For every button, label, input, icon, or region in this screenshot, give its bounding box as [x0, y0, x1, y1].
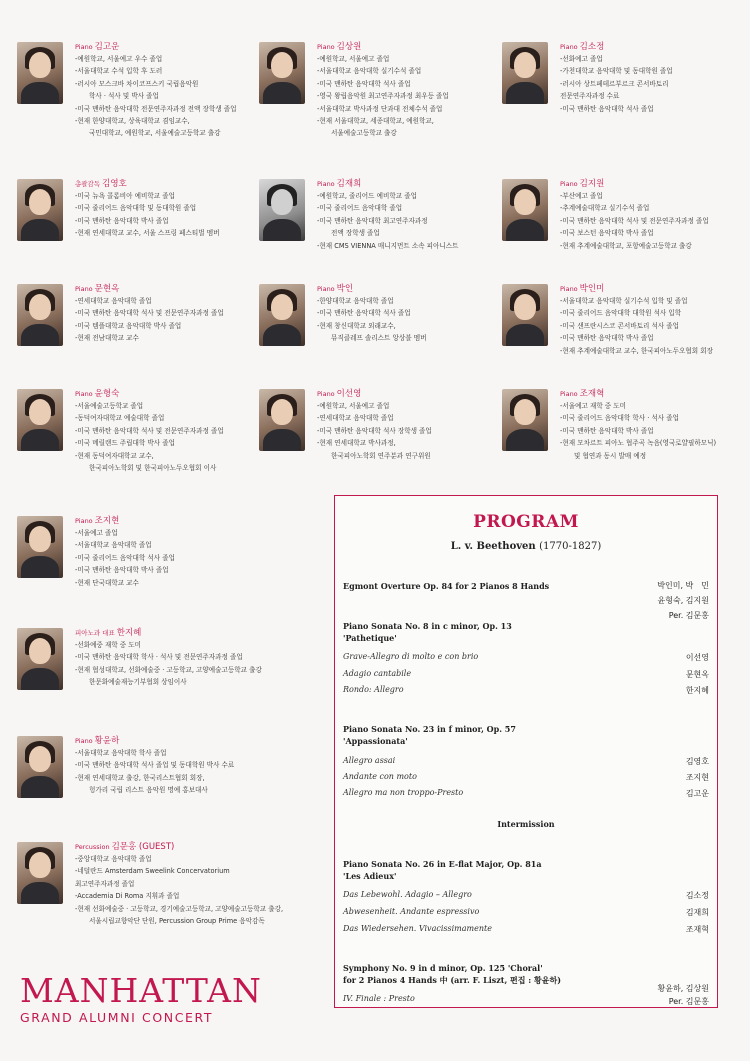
profile-line: -현재 추계예술대학교, 포항예술고등학교 출강	[560, 241, 692, 250]
profile-line: -미국 줄리어드 음악대학 대학원 석사 입학	[560, 309, 682, 318]
profile-line: 뮤직클레프 솔리스트 앙상블 멤버	[331, 334, 427, 343]
profile-line: 헝가리 국립 리스트 음악원 명예 홍보대사	[89, 786, 208, 795]
profile-line: -연세대학교 음악대학 졸업	[75, 297, 152, 305]
profile-line: -미국 맨하탄 음악대학 석사 졸업	[560, 104, 654, 113]
movement-performer: 조재혁	[685, 925, 709, 934]
profile-line: -미국 줄리어드 음악대학 및 동대학원 졸업	[75, 204, 197, 213]
profile-name: 조지현	[94, 516, 120, 526]
movement-performer: 이선영	[685, 653, 709, 662]
profile-line: -현재 연세대학교 출강, 한국리스트협회 회장,	[75, 773, 205, 782]
profile-line: -예원학교, 서울예고 우수 졸업	[75, 55, 163, 63]
profile-role: Piano	[75, 285, 93, 293]
portrait-photo	[17, 389, 63, 451]
work-performers: 박인미, 박 민	[657, 581, 709, 590]
portrait-photo	[17, 842, 63, 904]
movement: Abwesenheit. Andante espressivo	[343, 907, 480, 916]
profile-role: 총괄감독	[75, 180, 101, 188]
event-title-main: MANHATTAN	[20, 971, 262, 1010]
profile-line: -미국 맨하탄 음악대학 석사 및 전문연주자과정 졸업	[75, 309, 224, 318]
portrait-photo	[17, 628, 63, 690]
profile-role: Piano	[317, 390, 335, 398]
profile-line: -서울예고 재학 중 도미	[560, 402, 626, 410]
profile-line: -부산예고 졸업	[560, 192, 603, 200]
movement-performer: 김소정	[685, 891, 709, 900]
profile-line: 한국피아노학회 연주분과 연구위원	[331, 451, 431, 460]
profile-role: Piano	[75, 43, 93, 51]
profile-line: -선화예고 졸업	[560, 55, 603, 63]
profile-line: -현재 연세대학교 박사과정,	[317, 439, 396, 448]
work-subtitle: 'Les Adieux'	[343, 871, 397, 881]
profile-name: 박인미	[579, 284, 605, 294]
program-title: PROGRAM	[473, 512, 579, 532]
profile-line: -동덕여자대학교 예술대학 졸업	[75, 414, 165, 423]
profile-line: 한문화예술재능기부협회 상임이사	[89, 678, 187, 687]
profile-line: -서울예고 졸업	[75, 529, 118, 537]
profile-line: -서울대학교 음악대학 실기수석 졸업	[317, 67, 422, 76]
profile-line: -현재 모차르트 피아노 협주곡 녹음(영국로얄필하모닉)	[560, 439, 717, 448]
profile-role: Piano	[560, 43, 578, 51]
profile-line: -미국 줄리어드 음악대학 학사 · 석사 졸업	[560, 414, 679, 423]
profile-line: -서울대학교 음악대학 실기수석 입학 및 졸업	[560, 297, 688, 305]
profile-line: -현재 서울대학교, 세종대학교, 예원학교,	[317, 117, 434, 126]
profile-line: 최고연주자과정 졸업	[75, 879, 135, 888]
profile-line: -서울대학교 박사과정 단과대 전체수석 졸업	[317, 104, 443, 113]
profile-line: -예원학교, 줄리어드 예비학교 졸업	[317, 192, 417, 200]
profile-line: 한국피아노학회 및 한국피아노두오협회 이사	[89, 464, 217, 473]
portrait-photo	[259, 284, 305, 346]
profile-line: -현재 협성대학교, 선화예술중 · 고등학교, 고양예술고등학교 출강	[75, 665, 262, 674]
work-performers: 윤형숙, 김지원	[657, 596, 709, 605]
movement: Das Lebewohl. Adagio – Allegro	[343, 890, 472, 899]
profile-line: -미국 맨하탄 음악대학 박사 졸업	[75, 566, 169, 575]
profile-line: -미국 맨하탄 음악대학 최고연주자과정	[317, 216, 428, 225]
profile-name: 김고운	[94, 42, 120, 52]
movement: IV. Finale : Presto	[343, 994, 415, 1003]
profile-name: 김소정	[579, 42, 605, 52]
profile-line: -추계예술대학교 실기수석 졸업	[560, 204, 650, 213]
portrait-photo	[17, 516, 63, 578]
portrait-photo	[259, 42, 305, 104]
event-title	[20, 971, 262, 1025]
profile-line: -Accademia Di Roma 지휘과 졸업	[75, 892, 180, 901]
work-title: Symphony No. 9 in d minor, Op. 125 'Choral'	[343, 963, 543, 973]
portrait-photo	[17, 736, 63, 798]
profile-line: -중앙대학교 음악대학 졸업	[75, 855, 152, 863]
portrait-photo	[502, 42, 548, 104]
profile-line: -예원학교, 서울예고 졸업	[317, 402, 390, 410]
event-subtitle: GRAND ALUMNI CONCERT	[20, 1010, 214, 1025]
profile-name: 김영호	[102, 179, 127, 189]
movement-performer: 한지혜	[685, 686, 709, 695]
profile-line: 서울시립교향악단 단원, Percussion Group Prime 음악감독	[89, 917, 265, 926]
profile-line: -미국 맨하탄 음악대학 석사 및 전문연주자과정 졸업	[560, 216, 709, 225]
profile-line: -미국 맨하탄 음악대학 박사 졸업	[560, 334, 654, 343]
profile-line: 학사 · 석사 및 박사 졸업	[89, 92, 159, 101]
movement: Adagio cantabile	[343, 669, 412, 678]
profile-role: Piano	[317, 180, 335, 188]
portrait-photo	[502, 179, 548, 241]
profile-role: Piano	[75, 390, 93, 398]
profile-name: 황윤하	[94, 736, 120, 746]
profile-line: -미국 템플대학교 음악대학 박사 졸업	[75, 321, 182, 330]
profile-line: -미국 보스턴 음악대학 박사 졸업	[560, 229, 654, 238]
profile-role: Piano	[75, 517, 93, 525]
profile-line: -가천대학교 음악대학 및 동대학원 졸업	[560, 67, 673, 76]
work-title: Piano Sonata No. 26 in E-flat Major, Op. 81a	[343, 859, 542, 869]
movement-performer: 조지현	[685, 773, 709, 782]
profile-line: -미국 뉴욕 콜롬비아 예비학교 졸업	[75, 192, 175, 200]
profile-line: 전문연주자과정 수료	[560, 92, 620, 101]
profile-name: 한지혜	[116, 628, 142, 638]
profile-line: -미국 맨하탄 음악대학 석사 졸업 및 동대학원 박사 수료	[75, 761, 235, 770]
profile-role: Piano	[560, 285, 578, 293]
profile-name: 윤형숙	[94, 389, 120, 399]
profile-line: -러시아 상트페테르부르크 콘서바토리	[560, 79, 669, 88]
portrait-photo	[17, 284, 63, 346]
profile-name: 김문홍 (GUEST)	[111, 842, 175, 852]
work-subtitle: 'Appassionata'	[343, 736, 408, 746]
profile-line: -현재 추계예술대학교 교수, 한국피아노두오협회 회장	[560, 346, 713, 355]
work-title: Piano Sonata No. 8 in c minor, Op. 13	[343, 621, 512, 631]
profile-line: -미국 맨하탄 음악대학 석사 졸업	[317, 309, 411, 318]
profile-line: -한양대학교 음악대학 졸업	[317, 297, 394, 305]
profile-line: -미국 샌프란시스코 콘서바토리 석사 졸업	[560, 321, 680, 330]
portrait-photo	[17, 42, 63, 104]
portrait-photo	[502, 389, 548, 451]
movement: Das Wiedersehen. Vivacissimamente	[343, 924, 492, 933]
movement: Grave-Allegro di molto e con brio	[343, 652, 479, 661]
profile-line: -미국 맨하탄 음악대학 학사 · 석사 및 전문연주자과정 졸업	[75, 653, 243, 662]
profile-role: Piano	[317, 43, 335, 51]
work-performers: 황윤하, 김상원	[657, 984, 709, 993]
profile-role: Piano	[560, 180, 578, 188]
profile-name: 문현옥	[94, 284, 120, 294]
profile-line: -영국 왕립음악원 최고연주자과정 최우등 졸업	[317, 92, 449, 101]
profile-line: -미국 맨하탄 음악대학 석사 졸업	[317, 79, 411, 88]
profile-role: Piano	[317, 285, 335, 293]
profile-line: -미국 맨하탄 음악대학 박사 졸업	[75, 216, 169, 225]
movement: Allegro assai	[343, 756, 396, 765]
profile-role: Piano	[75, 737, 93, 745]
movement-performer: 김재희	[685, 908, 709, 917]
profile-line: 국민대학교, 예원학교, 서울예술고등학교 출강	[89, 129, 221, 138]
profile-name: 김상원	[336, 42, 362, 52]
profile-line: -현재 CMS VIENNA 매니지먼트 소속 피아니스트	[317, 241, 459, 250]
profile-line: 서울예술고등학교 출강	[331, 129, 397, 138]
movement-performer: 김영호	[685, 757, 709, 766]
profile-line: -현재 연세대학교 교수, 서울 스프링 페스티벌 멤버	[75, 229, 220, 238]
profile-role: Percussion	[75, 843, 110, 851]
profile-role: 피아노과 대표	[75, 629, 115, 637]
work-performers: Per. 김문홍	[668, 611, 709, 620]
movement: Rondo: Allegro	[343, 685, 404, 694]
profile-line: -미국 줄리어드 음악대학 졸업	[317, 204, 403, 213]
portrait-photo	[502, 284, 548, 346]
work-subtitle: 'Pathetique'	[343, 633, 397, 643]
work-performers: Per. 김문홍	[668, 997, 709, 1006]
work-subtitle: for 2 Pianos 4 Hands 中 (arr. F. Liszt, 편집 : 황윤하)	[343, 975, 561, 985]
profile-line: -미국 메릴랜드 주립대학 박사 졸업	[75, 439, 175, 448]
portrait-photo	[259, 389, 305, 451]
profile-line: -현재 한양대학교, 상육대학교 겸임교수,	[75, 117, 190, 126]
profile-line: -미국 맨하탄 음악대학 석사 장학생 졸업	[317, 426, 432, 435]
movement: Andante con moto	[343, 772, 417, 781]
profile-role: Piano	[560, 390, 578, 398]
profile-line: -미국 줄리어드 음악대학 석사 졸업	[75, 553, 175, 562]
profile-line: 및 협연과 동시 발매 예정	[574, 451, 647, 460]
composer-line	[335, 541, 717, 552]
profile-line: -미국 맨하탄 음악대학 전문연주자과정 전액 장학생 졸업	[75, 104, 237, 113]
profile-line: -현재 선화예술중 · 고등학교, 경기예술고등학교, 고양예술고등학교 출강,	[75, 904, 284, 913]
profile-line: -서울예술고등학교 졸업	[75, 402, 144, 410]
profile-line: 전액 장학생 졸업	[331, 229, 380, 238]
profile-line: -미국 맨하탄 음악대학 석사 및 전문연주자과정 졸업	[75, 426, 224, 435]
profile-name: 이선영	[336, 389, 362, 399]
profile-line: -현재 동덕여자대학교 교수,	[75, 451, 154, 460]
program-box	[334, 495, 718, 1008]
profile-line: -선화예중 재학 중 도미	[75, 641, 141, 649]
movement-performer: 김고운	[685, 789, 709, 798]
profile-line: -미국 맨하탄 음악대학 박사 졸업	[560, 426, 654, 435]
profile-line: -현재 창신대학교 외래교수,	[317, 321, 396, 330]
profile-name: 박인	[336, 284, 354, 294]
work-title: Piano Sonata No. 23 in f minor, Op. 57	[343, 724, 516, 734]
profile-line: -서울대학교 음악대학 졸업	[75, 541, 152, 550]
profile-name: 조재혁	[579, 389, 605, 399]
profile-line: -네덜란드 Amsterdam Sweelink Concervatorium	[75, 867, 230, 876]
profile-line: -현재 전남대학교 교수	[75, 334, 139, 343]
profile-line: -예원학교, 서울예고 졸업	[317, 55, 390, 63]
portrait-photo	[17, 179, 63, 241]
portrait-photo	[259, 179, 305, 241]
composer-years: (1770-1827)	[539, 541, 602, 552]
profile-line: -서울대학교 수석 입학 후 도러	[75, 67, 163, 76]
profile-name: 김지원	[579, 179, 605, 189]
composer-name: L. v. Beethoven	[450, 541, 536, 552]
work-title: Egmont Overture Op. 84 for 2 Pianos 8 Hands	[343, 581, 550, 591]
profile-line: -서울대학교 음악대학 학사 졸업	[75, 749, 167, 757]
intermission: Intermission	[497, 819, 555, 829]
profile-line: -연세대학교 음악대학 졸업	[317, 414, 394, 423]
movement: Allegro ma non troppo-Presto	[343, 788, 464, 797]
profile-name: 김재희	[336, 179, 362, 189]
profile-line: -현재 단국대학교 교수	[75, 578, 139, 587]
movement-performer: 문현옥	[685, 670, 709, 679]
profile-line: -러시아 모스크바 차이코프스키 국립음악원	[75, 79, 199, 88]
